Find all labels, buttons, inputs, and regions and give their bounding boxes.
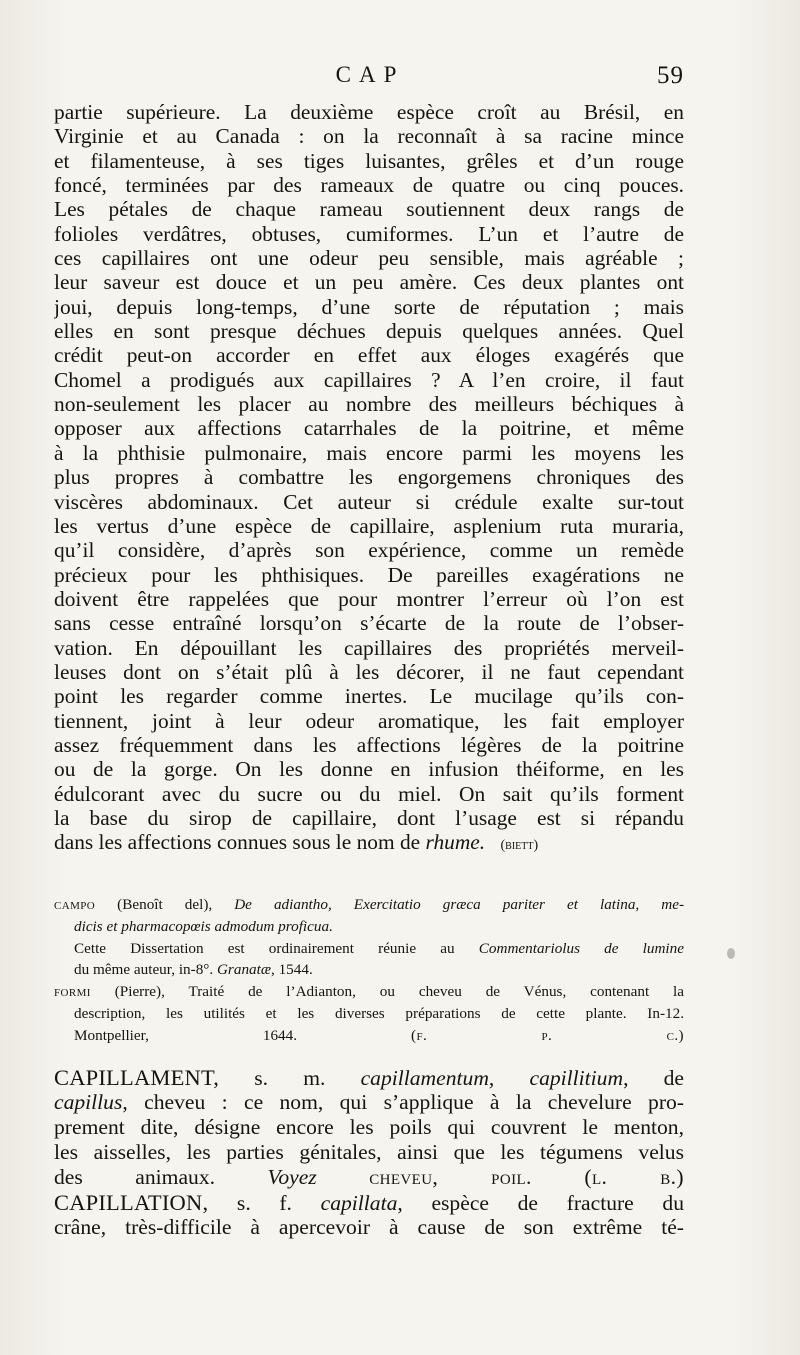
bib-line-campo: [54, 894, 684, 916]
text-line: partie supérieure. La deuxième espèce croît au Brésil, en: [54, 100, 684, 124]
bib-note-line: [54, 938, 684, 960]
bib-note-text-2: du même auteur, in-8°.: [74, 961, 214, 979]
entry-headword: CAPILLAMENT,: [54, 1065, 220, 1090]
bib-note-text: Cette Dissertation est ordinairement réunie au: [74, 939, 455, 957]
text-line: sans cesse entraîné lorsqu’on s’écarte de la route de l’obser-: [54, 611, 684, 636]
entry-capillament-line-4: les aisselles, les parties génitales, ainsi que les tégumens velus: [54, 1140, 684, 1164]
text-line: doivent être rappelées que pour montrer l’erreur où l’on est: [54, 586, 684, 611]
text-line: ou de la gorge. On les donne en infusion théiforme, en les: [54, 757, 684, 782]
text-line: à la phthisie pulmonaire, mais encore parmi les moyens les: [54, 440, 684, 465]
entry-cross-refs: cheveu, poil.: [369, 1165, 532, 1189]
entry-headword: CAPILLATION,: [54, 1190, 209, 1215]
entry-text: , cheveu : ce nom, qui s’applique à la chevelure pro-: [122, 1090, 684, 1114]
text-line: leuses dont on s’était plû à les décorer, il ne faut cependant: [54, 659, 684, 684]
entry-capillament-line-5: [54, 1165, 684, 1190]
ink-spot-icon: [727, 948, 735, 959]
entry-voyez: Voyez: [267, 1165, 317, 1189]
entry-text: , espèce de fracture du: [397, 1191, 684, 1215]
bib-title-cont: dicis et pharmacopœis admodum proficua.: [74, 917, 333, 935]
text-line: elles en sont presque déchues depuis quelques années. Quel: [54, 319, 684, 344]
bib-note-line-2: [54, 959, 684, 981]
dictionary-entries: [54, 1065, 684, 1240]
author-signature: (biett): [500, 838, 539, 854]
entry-latin: capillata: [320, 1191, 398, 1215]
bib-formi-text-2: description, les utilités et les diverses préparations de cette plante. In-12.: [74, 1004, 684, 1022]
text-line: folioles verdâtres, obtuses, cumiformes. L’un et l’autre de: [54, 221, 684, 246]
entry-capillation-line-1: [54, 1190, 684, 1215]
entry-latin: capillitium: [529, 1066, 624, 1090]
bib-formi-text-3: Montpellier, 1644.: [74, 1026, 298, 1044]
entry-capillation-line-2: crâne, très-difficile à apercevoir à cause de son extrême té-: [54, 1215, 684, 1239]
text-line: vation. En dépouillant les capillaires des propriétés merveil-: [54, 635, 684, 660]
bib-title: De adiantho, Exercitatio græca pariter et latina, me-: [234, 896, 684, 913]
text-line: leur saveur est douce et un peu amère. Ces deux plantes ont: [54, 270, 684, 295]
bib-line-formi-2: [54, 1003, 684, 1025]
bibliography-block: [54, 894, 684, 1047]
text-line: qu’il considère, d’après son expérience, comme un remède: [54, 538, 684, 563]
text-line: non-seulement les placer au nombre des meilleurs béchiques à: [54, 392, 684, 417]
text-line: tiennent, joint à leur odeur aromatique, les fait employer: [54, 708, 684, 733]
entry-capillament-line-1: CAPILLAMENT, s. m. capillamentum, capillitium, de: [54, 1065, 684, 1090]
text-line: Les pétales de chaque rameau soutiennent deux rangs de: [54, 197, 684, 222]
bib-author: formi: [54, 983, 91, 1001]
entry-grammar: s. f.: [236, 1191, 292, 1215]
bib-line-formi-3: [54, 1025, 684, 1047]
main-text-block: [54, 100, 684, 855]
text-line: viscères abdominaux. Cet auteur si crédule exalte sur-tout: [54, 489, 684, 514]
bib-formi-text: (Pierre), Traité de l’Adianton, ou cheveu de Vénus, contenant la: [114, 983, 684, 1001]
bib-signature: (f. p. c.): [411, 1026, 684, 1044]
text-line: la base du sirop de capillaire, dont l’usage est si répandu: [54, 805, 684, 830]
entry-capillament-line-3: prement dite, désigne encore les poils qui couvrent le menton,: [54, 1115, 684, 1139]
text-line: et filamenteuse, à ses tiges luisantes, grêles et d’un rouge: [54, 148, 684, 173]
entry-capillament-line-2: [54, 1090, 684, 1115]
text-line: joui, depuis long-temps, d’une sorte de réputation ; mais: [54, 294, 684, 319]
text-line-last: [54, 830, 684, 854]
text-line: crédit peut-on accorder en effet aux éloges exagérés que: [54, 343, 684, 368]
text-line: édulcorant avec du sucre ou du miel. On sait qu’ils forment: [54, 781, 684, 806]
page-number: 59: [657, 62, 684, 89]
entry-latin: capillus: [54, 1090, 123, 1114]
entry-text: , de: [623, 1066, 684, 1090]
bib-note-place: Granatæ: [216, 961, 271, 979]
text-line: opposer aux affections catarrhales de la poitrine, et même: [54, 416, 684, 441]
text-line: les vertus d’une espèce de capillaire, asplenium ruta muraria,: [54, 513, 684, 538]
bib-line-formi: [54, 981, 684, 1003]
bib-author-name: (Benoît del),: [117, 896, 213, 913]
bib-line-campo-cont: [54, 916, 684, 938]
text-line: Virginie et au Canada : on la reconnaît à sa racine mince: [54, 124, 684, 149]
text-line: foncé, terminées par des rameaux de quatre ou cinq pouces.: [54, 173, 684, 198]
entry-signature: (l. b.): [584, 1165, 684, 1189]
entry-text: des animaux.: [54, 1165, 216, 1189]
text-line: précieux pour les phthisiques. De pareilles exagérations ne: [54, 562, 684, 587]
bib-author: campo: [54, 896, 96, 913]
entry-latin: capillamentum: [360, 1066, 489, 1090]
running-head: CAP: [335, 62, 405, 87]
rhume-word: rhume.: [425, 830, 486, 855]
text-line: point les regarder comme inertes. Le mucilage qu’ils con-: [54, 684, 684, 709]
bib-note-title: Commentariolus de lumine: [478, 939, 684, 957]
bib-note-year: , 1544.: [270, 961, 313, 979]
last-line-text: dans les affections connues sous le nom de: [54, 830, 421, 855]
entry-grammar: s. m.: [254, 1066, 326, 1090]
text-line: assez fréquemment dans les affections légères de la poitrine: [54, 732, 684, 757]
page-header: [56, 62, 684, 96]
text-line: ces capillaires ont une odeur peu sensible, mais agréable ;: [54, 246, 684, 271]
text-line: Chomel a prodigués aux capillaires ? A l’en croire, il faut: [54, 367, 684, 392]
text-line: plus propres à combattre les engorgemens chroniques des: [54, 465, 684, 490]
